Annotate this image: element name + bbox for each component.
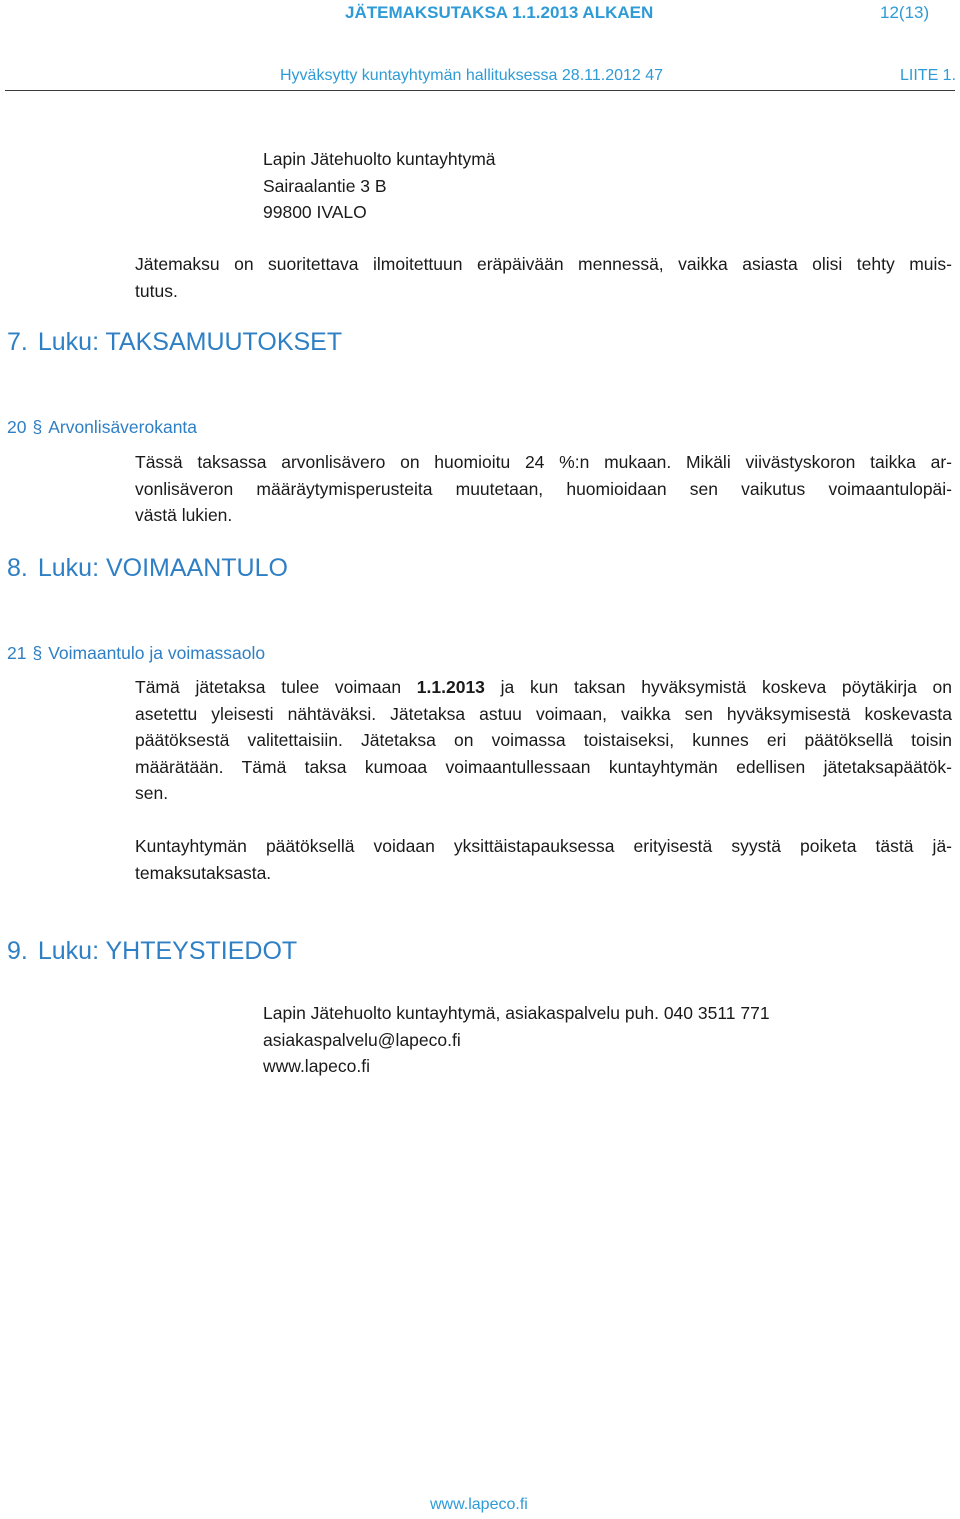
paragraph-line [135, 674, 952, 701]
paragraph-line: päätöksestä valitettaisiin. Jätetaksa on voimassa toistaiseksi, kunnes eri päätöksellä toisin [135, 730, 952, 750]
effective-date: 1.1.2013 [416, 677, 485, 697]
chapter-heading-7 [7, 328, 342, 357]
paragraph-line: sen. [135, 783, 169, 803]
header-divider [5, 90, 955, 91]
paragraph-line: Jätemaksu on suoritettava ilmoitettuun eräpäivään mennessä, vaikka asiasta olisi tehty muis- [135, 254, 952, 274]
section-title: Voimaantulo ja voimassaolo [48, 643, 266, 663]
section-sign-icon: § [32, 417, 43, 437]
validity-paragraph [135, 674, 952, 807]
attachment-label: LIITE 1. [900, 67, 957, 84]
section-title: Arvonlisäverokanta [48, 417, 198, 437]
address-line: Lapin Jätehuolto kuntayhtymä [263, 149, 496, 169]
contact-phone: Lapin Jätehuolto kuntayhtymä, asiakaspalvelu puh. 040 3511 771 [263, 1003, 770, 1023]
section-heading-20 [7, 417, 197, 438]
chapter-number: 9. [7, 937, 28, 965]
chapter-title: Luku: TAKSAMUUTOKSET [37, 328, 343, 356]
paragraph-line: Tässä taksassa arvonlisävero on huomioitu 24 %:n mukaan. Mikäli viivästyskoron taikka ar- [135, 452, 952, 472]
chapter-number: 8. [7, 554, 28, 582]
text-run: ja kun taksan hyväksymistä koskeva pöytäkirja on [484, 677, 953, 697]
address-block [263, 146, 496, 226]
section-heading-21 [7, 643, 265, 664]
exception-paragraph [135, 833, 952, 886]
paragraph-line: Kuntayhtymän päätöksellä voidaan yksittäistapauksessa erityisestä syystä poiketa tästä jä- [135, 836, 952, 856]
text-run: Tämä jätetaksa tulee voimaan [135, 677, 417, 697]
section-sign-icon: § [32, 643, 43, 663]
page-number: 12(13) [880, 3, 930, 22]
chapter-title: Luku: VOIMAANTULO [37, 554, 288, 582]
contact-website-link[interactable]: www.lapeco.fi [263, 1056, 370, 1076]
footer-website-link[interactable]: www.lapeco.fi [430, 1496, 528, 1513]
contact-block [263, 1000, 770, 1080]
paragraph-line: vonlisäveron määräytymisperusteita muutetaan, huomioidaan sen vaikutus voimaantulopäi- [135, 478, 952, 499]
payment-note [135, 251, 952, 304]
address-line: Sairaalantie 3 B [263, 175, 387, 196]
section-number: 21 [7, 643, 27, 663]
contact-email-link[interactable]: asiakaspalvelu@lapeco.fi [263, 1029, 461, 1050]
section-number: 20 [7, 417, 27, 437]
address-line: 99800 IVALO [263, 202, 367, 222]
chapter-heading-9 [7, 937, 297, 966]
vat-paragraph [135, 449, 952, 529]
chapter-number: 7. [7, 328, 28, 356]
paragraph-line: määrätään. Tämä taksa kumoaa voimaantullessaan kuntayhtymän edellisen jätetaksapäätök- [135, 756, 952, 777]
approval-note: Hyväksytty kuntayhtymän hallituksessa 28.11.2012 47 [280, 67, 664, 84]
chapter-heading-8 [7, 554, 288, 583]
paragraph-line: asetettu yleisesti nähtäväksi. Jätetaksa astuu voimaan, vaikka sen hyväksymisestä koskevasta [135, 703, 952, 724]
chapter-title: Luku: YHTEYSTIEDOT [37, 937, 298, 965]
paragraph-line: tutus. [135, 280, 178, 301]
paragraph-line: temaksutaksasta. [135, 862, 272, 883]
document-title: JÄTEMAKSUTAKSA 1.1.2013 ALKAEN [345, 3, 654, 22]
paragraph-line: västä lukien. [135, 505, 233, 525]
